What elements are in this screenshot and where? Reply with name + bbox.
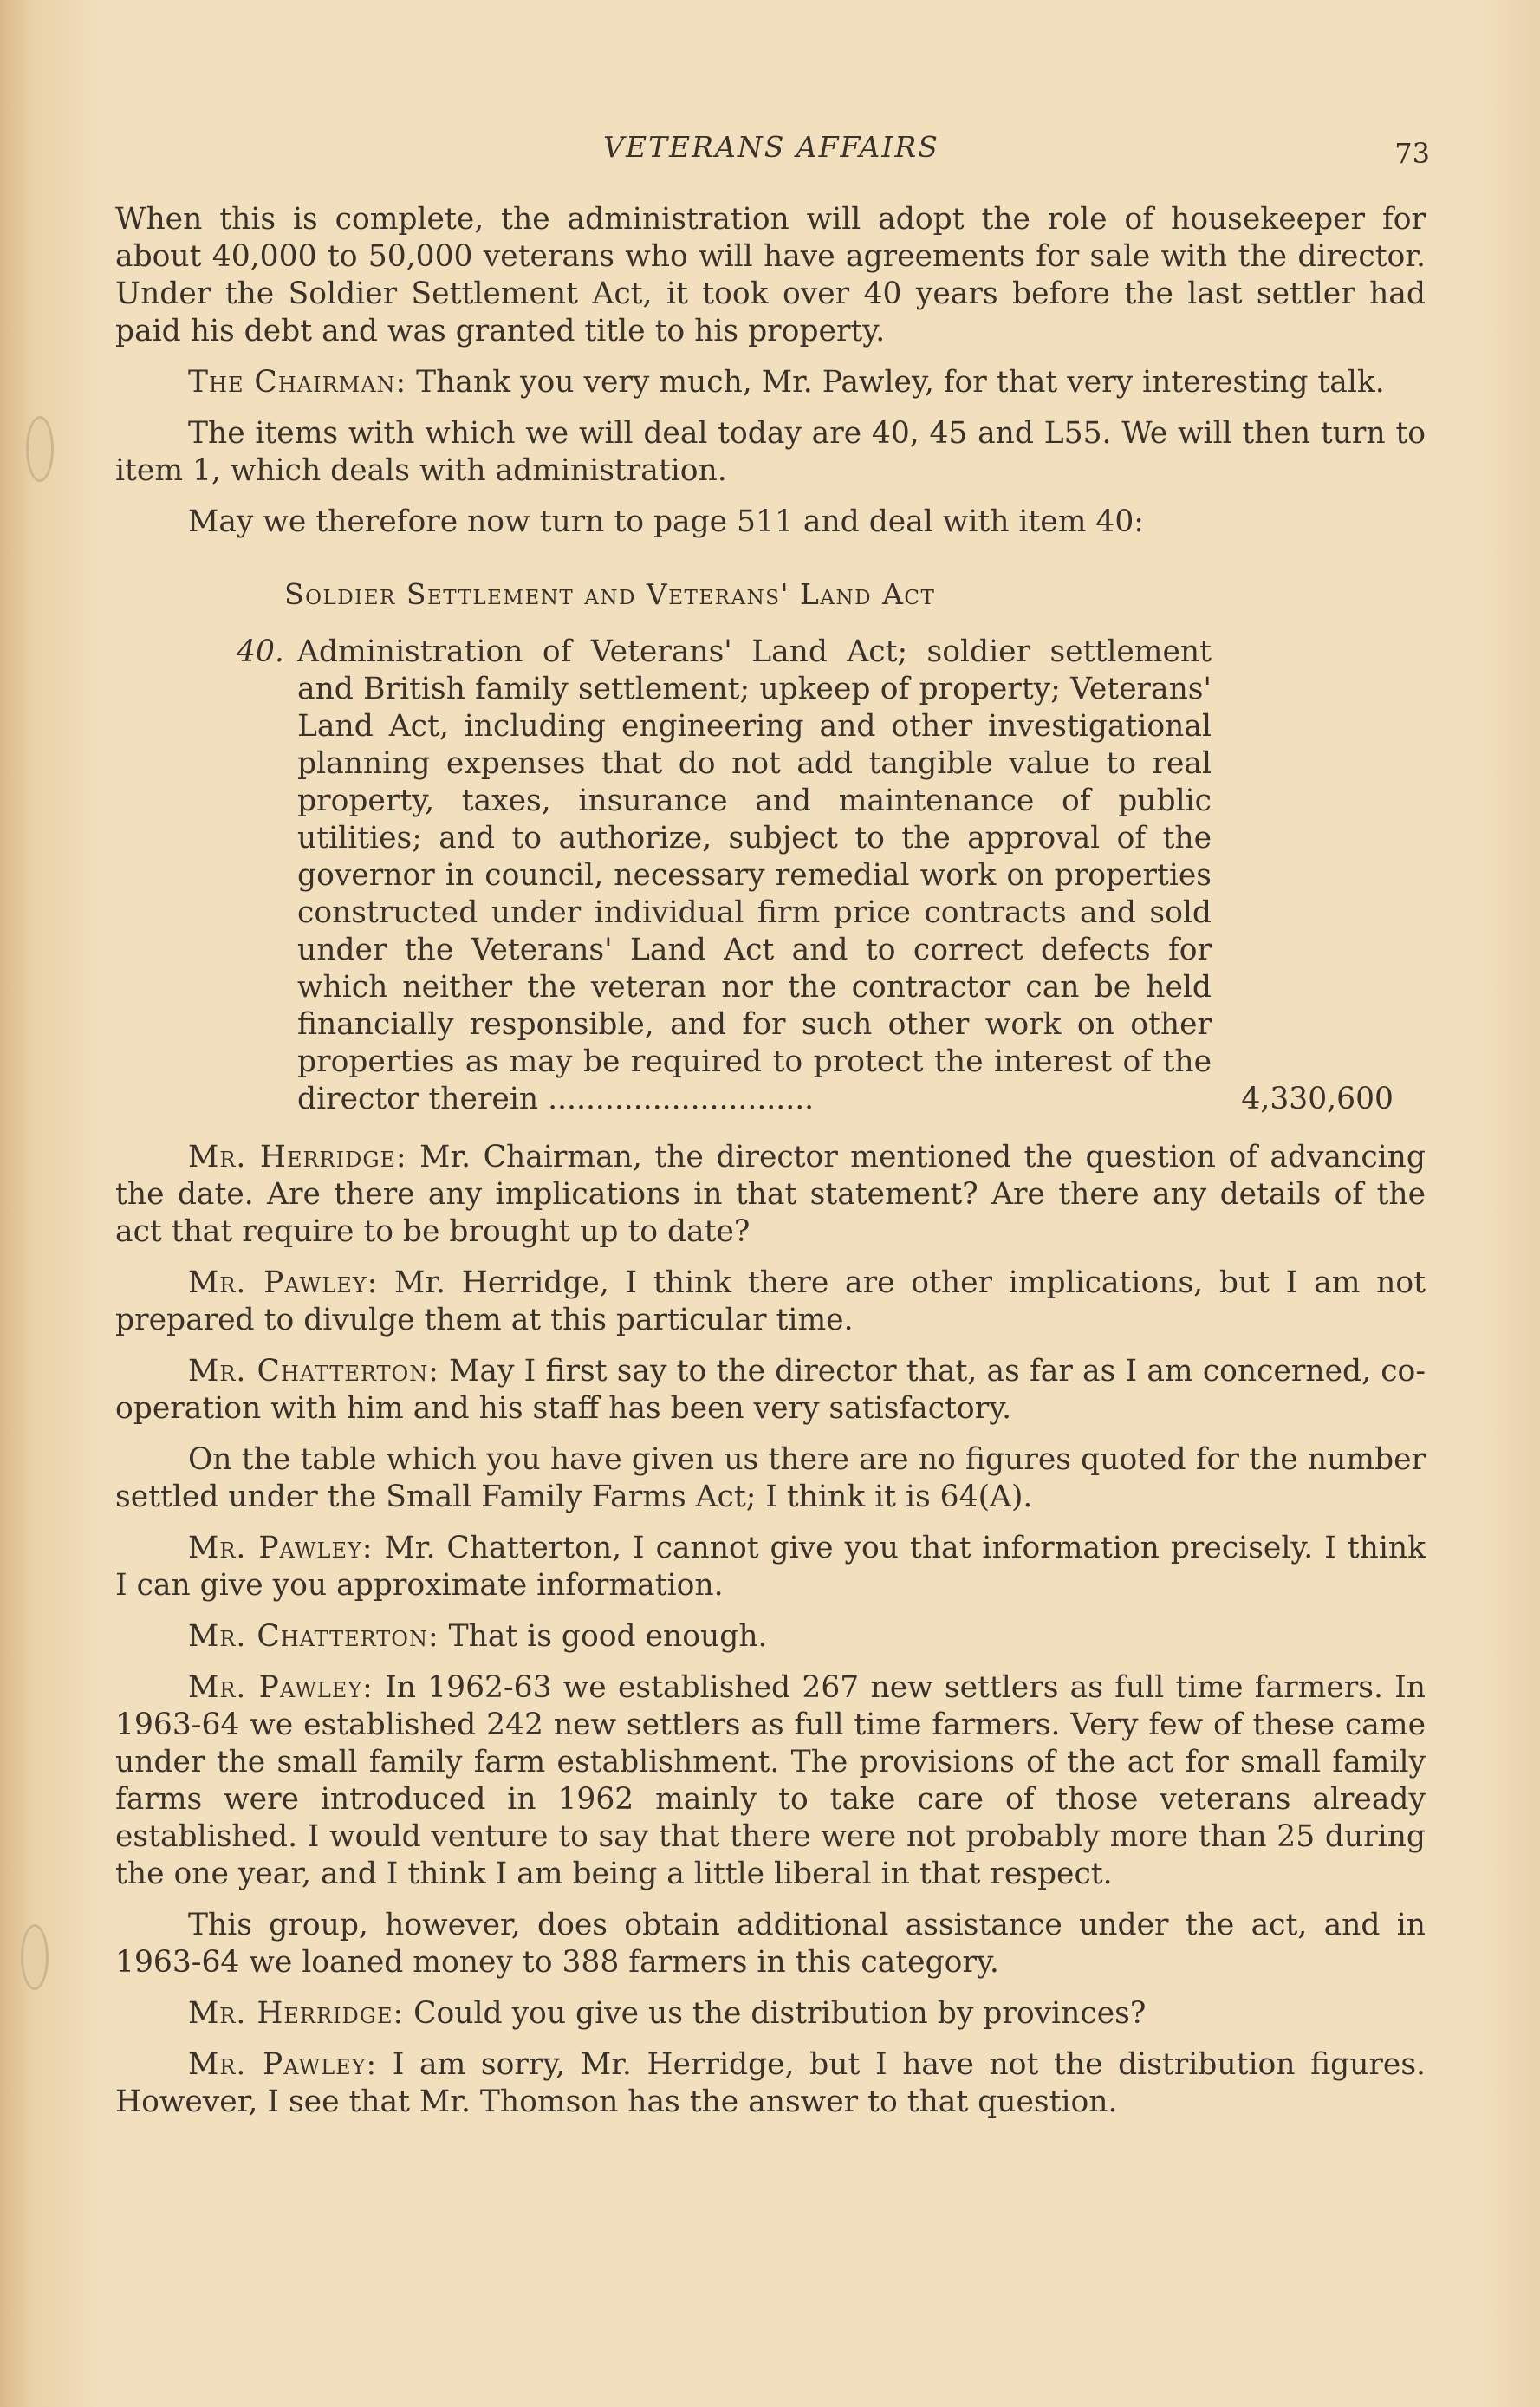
speaker-name: Mr. Pawley: — [188, 2047, 378, 2082]
dialogue-text: On the table which you have given us there are no figures quoted for the number settled under the Small Family Farms Act; I think it is 64(A). — [115, 1442, 1426, 1514]
page-blemish — [26, 416, 54, 482]
speaker-name: Mr. Herridge: — [188, 1140, 407, 1174]
estimate-item — [115, 634, 1394, 1118]
speaker-name: Mr. Herridge: — [188, 1996, 405, 2031]
section-heading: Soldier Settlement and Veterans' Land Act — [284, 577, 936, 611]
dialogue-paragraph — [115, 1669, 1426, 1893]
paragraph — [115, 415, 1426, 490]
speaker-name: Mr. Chatterton: — [188, 1619, 439, 1654]
dialogue-paragraph — [115, 1995, 1426, 2033]
dialogue-paragraph — [115, 1265, 1426, 1339]
item-number: 40. — [237, 634, 284, 669]
dialogue-text: In 1962-63 we established 267 new settlers as full time farmers. In 1963-64 we established 242 new settlers as full time farmers. Very few of these came under the small family farm establishment. The provisions of the act for small family farms were introduced in 1962 mainly to take care of those veterans already established. I would venture to say that there were not probably more than 25 during the one year, and I think I am being a little liberal in that respect. — [115, 1670, 1426, 1891]
dialogue-text: That is good enough. — [448, 1619, 768, 1654]
paragraph — [115, 364, 1426, 401]
dialogue-paragraph — [115, 1907, 1426, 1981]
speaker-name: Mr. Pawley: — [188, 1670, 374, 1705]
dialogue-text: Mr. Chatterton, I cannot give you that information precisely. I think I can give you approximate information. — [115, 1531, 1426, 1603]
speaker-name: Mr. Pawley: — [188, 1531, 374, 1565]
speaker-name: The Chairman: — [188, 365, 407, 400]
dialogue-paragraph — [115, 1441, 1426, 1516]
page-body — [115, 201, 1426, 2135]
speaker-name: Mr. Chatterton: — [188, 1354, 439, 1389]
paragraph — [115, 201, 1426, 350]
dialogue-paragraph — [115, 1139, 1426, 1251]
dialogue-paragraph — [115, 2046, 1426, 2121]
dialogue-text: Mr. Herridge, I think there are other implications, but I am not prepared to divulge them at this particular time. — [115, 1265, 1426, 1337]
paragraph — [115, 504, 1426, 541]
paragraph-text: May we therefore now turn to page 511 and deal with item 40: — [188, 504, 1144, 539]
item-description: Administration of Veterans' Land Act; soldier settlement and British family settlement; upkeep of property; Veterans' Land Act, including engineering and other investigational planning expenses that do not add tangible value to real property, taxes, insurance and maintenance of public utilities; and to authorize, subject to the approval of the governor in council, necessary remedial work on properties constructed under individual firm price contracts and sold under the Veterans' Land Act and to correct defects for which neither the veteran nor the contractor can be held financially responsible, and for such other work on other properties as may be required to protect the interest of the director therein ............................ — [297, 634, 1212, 1116]
dialogue-text: Could you give us the distribution by provinces? — [413, 1996, 1147, 2031]
paragraph-text: When this is complete, the administration will adopt the role of housekeeper for about 40,000 to 50,000 veterans who will have agreements for sale with the director. Under the Soldier Settlement Act, it took over 40 years before the last settler had paid his debt and was granted title to his property. — [115, 202, 1426, 348]
running-head: VETERANS AFFAIRS — [603, 130, 939, 164]
dialogue-text: Mr. Chairman, the director mentioned the question of advancing the date. Are there any implications in that statement? Are there any details of the act that require to be brought up to date? — [115, 1140, 1426, 1249]
paragraph-text: Thank you very much, Mr. Pawley, for that very interesting talk. — [416, 365, 1385, 400]
page-blemish — [21, 1924, 49, 1990]
dialogue-text: This group, however, does obtain additional assistance under the act, and in 1963-64 we loaned money to 388 farmers in this category. — [115, 1908, 1426, 1980]
dialogue-paragraph — [115, 1618, 1426, 1656]
page-header — [113, 130, 1430, 173]
dialogue-text: May I first say to the director that, as far as I am concerned, co-operation with him and his staff has been very satisfactory. — [115, 1354, 1426, 1426]
dialogue-text: I am sorry, Mr. Herridge, but I have not the distribution figures. However, I see that Mr. Thomson has the answer to that question. — [115, 2047, 1426, 2119]
item-amount: 4,330,600 — [1241, 1082, 1394, 1116]
dialogue-paragraph — [115, 1353, 1426, 1428]
speaker-name: Mr. Pawley: — [188, 1265, 379, 1300]
dialogue-paragraph — [115, 1530, 1426, 1604]
paragraph-text: The items with which we will deal today are 40, 45 and L55. We will then turn to item 1, which deals with administration. — [115, 416, 1426, 488]
page-number: 73 — [1394, 137, 1430, 170]
